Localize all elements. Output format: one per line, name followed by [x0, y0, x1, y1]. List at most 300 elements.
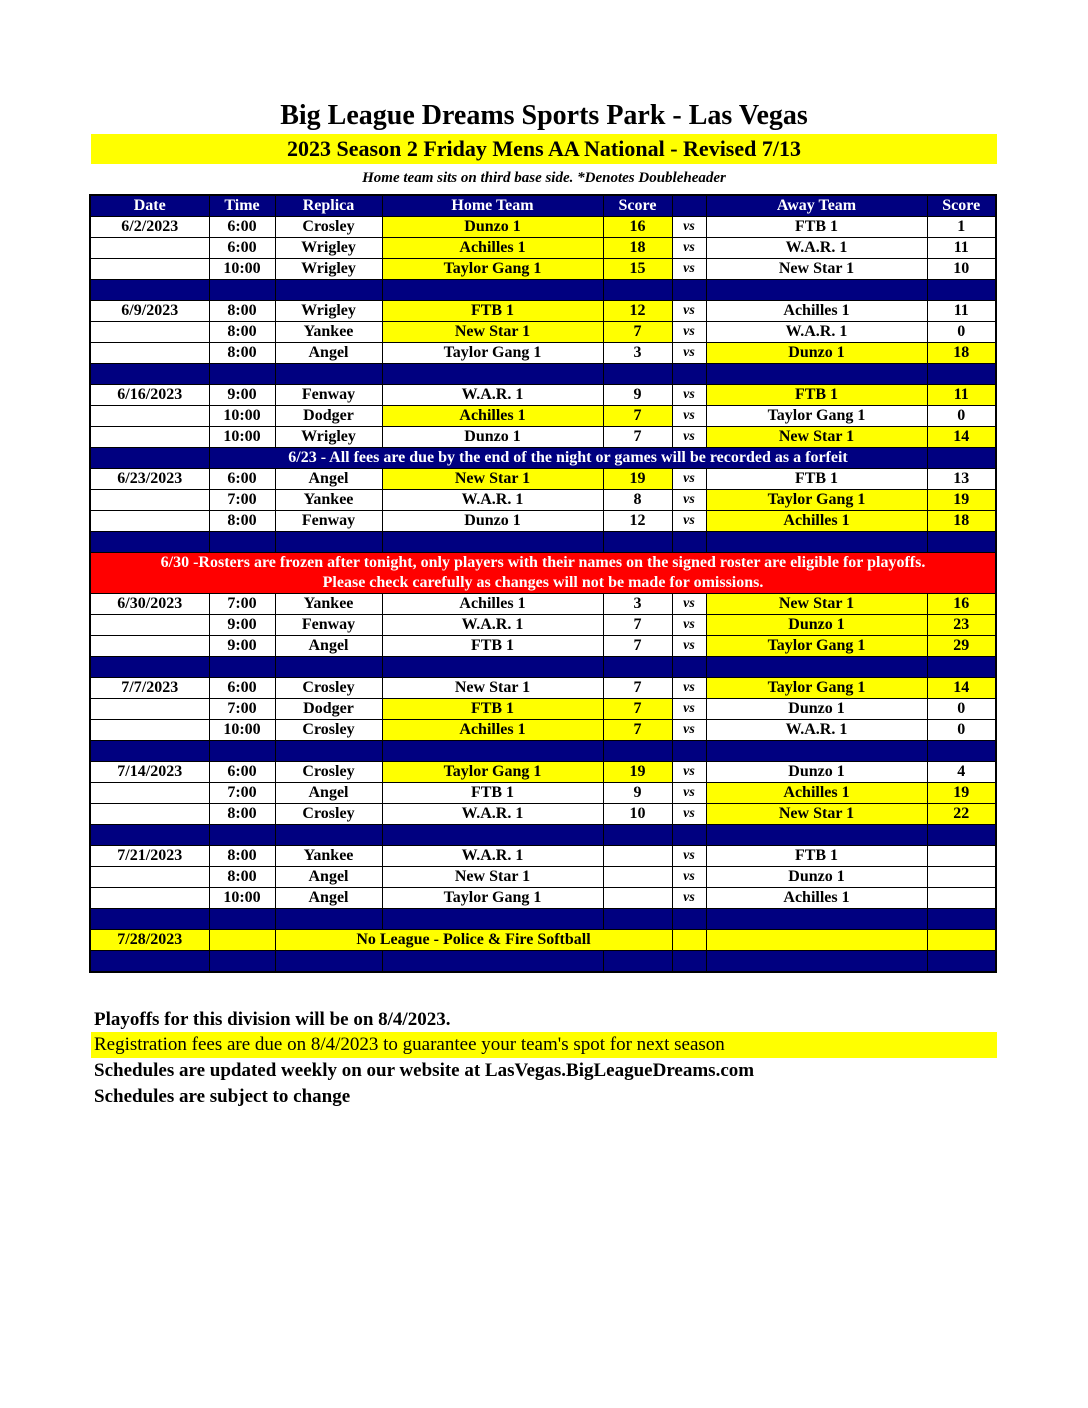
date-cell [90, 804, 209, 825]
home-team-cell: W.A.R. 1 [382, 490, 603, 511]
date-cell: 6/2/2023 [90, 217, 209, 238]
home-score-cell [603, 888, 672, 909]
home-team-cell: Dunzo 1 [382, 217, 603, 238]
away-team-cell: FTB 1 [706, 217, 927, 238]
website-note: Schedules are updated weekly on our website at LasVegas.BigLeagueDreams.com [94, 1060, 755, 1081]
vs-cell: vs [672, 594, 706, 615]
vs-cell: vs [672, 469, 706, 490]
schedule-table [89, 194, 997, 973]
home-team-cell: FTB 1 [382, 301, 603, 322]
date-cell: 6/9/2023 [90, 301, 209, 322]
spacer-row [90, 951, 996, 973]
roster-alert-row [90, 553, 996, 594]
away-team-cell [706, 930, 927, 951]
home-team-cell: Dunzo 1 [382, 511, 603, 532]
spacer-cell [672, 657, 706, 678]
away-score-cell: 1 [927, 217, 996, 238]
date-cell: 7/21/2023 [90, 846, 209, 867]
home-score-cell: 7 [603, 406, 672, 427]
date-cell [90, 699, 209, 720]
away-score-cell: 23 [927, 615, 996, 636]
time-cell: 10:00 [209, 259, 275, 280]
spacer-cell [275, 951, 382, 973]
home-team-cell: W.A.R. 1 [382, 804, 603, 825]
away-score-cell: 4 [927, 762, 996, 783]
field-cell: Dodger [275, 699, 382, 720]
column-header [672, 195, 706, 217]
game-row [90, 699, 996, 720]
game-row [90, 427, 996, 448]
time-cell: 10:00 [209, 406, 275, 427]
spacer-cell [927, 657, 996, 678]
game-row [90, 867, 996, 888]
spacer-cell [706, 909, 927, 930]
vs-cell: vs [672, 699, 706, 720]
spacer-cell [209, 825, 275, 846]
field-cell: Fenway [275, 511, 382, 532]
home-team-cell: W.A.R. 1 [382, 385, 603, 406]
vs-cell: vs [672, 238, 706, 259]
home-score-cell: 9 [603, 385, 672, 406]
spacer-cell [382, 825, 603, 846]
spacer-cell [672, 364, 706, 385]
game-row [90, 888, 996, 909]
spacer-row [90, 532, 996, 553]
vs-cell: vs [672, 636, 706, 657]
vs-cell: vs [672, 783, 706, 804]
away-score-cell: 22 [927, 804, 996, 825]
time-cell: 7:00 [209, 699, 275, 720]
spacer-cell [672, 909, 706, 930]
away-score-cell: 14 [927, 678, 996, 699]
home-team-cell: New Star 1 [382, 867, 603, 888]
field-cell: Crosley [275, 217, 382, 238]
spacer-cell [90, 448, 209, 469]
vs-cell: vs [672, 804, 706, 825]
field-cell: Wrigley [275, 259, 382, 280]
game-row [90, 322, 996, 343]
time-cell: 7:00 [209, 783, 275, 804]
spacer-cell [927, 909, 996, 930]
date-cell [90, 867, 209, 888]
date-cell: 7/14/2023 [90, 762, 209, 783]
game-row [90, 615, 996, 636]
spacer-cell [927, 448, 996, 469]
notice-text: 6/23 - All fees are due by the end of the night or games will be recorded as a forfeit [209, 448, 927, 469]
home-team-cell: FTB 1 [382, 783, 603, 804]
page-subtitle: 2023 Season 2 Friday Mens AA National - Revised 7/13 [91, 134, 997, 164]
date-cell [90, 259, 209, 280]
away-team-cell: Dunzo 1 [706, 343, 927, 364]
date-cell: 6/30/2023 [90, 594, 209, 615]
date-cell [90, 490, 209, 511]
spacer-cell [927, 532, 996, 553]
game-row [90, 804, 996, 825]
spacer-cell [706, 825, 927, 846]
registration-note: Registration fees are due on 8/4/2023 to guarantee your team's spot for next season [91, 1032, 997, 1058]
spacer-cell [209, 364, 275, 385]
home-score-cell: 16 [603, 217, 672, 238]
spacer-cell [90, 951, 209, 973]
vs-cell: vs [672, 490, 706, 511]
time-cell [209, 930, 275, 951]
spacer-cell [706, 951, 927, 973]
playoffs-note: Playoffs for this division will be on 8/4/2023. [94, 1009, 451, 1030]
away-score-cell: 11 [927, 238, 996, 259]
spacer-cell [382, 951, 603, 973]
spacer-cell [275, 909, 382, 930]
home-team-cell: W.A.R. 1 [382, 615, 603, 636]
home-team-cell: New Star 1 [382, 678, 603, 699]
time-cell: 8:00 [209, 322, 275, 343]
time-cell: 8:00 [209, 343, 275, 364]
spacer-cell [382, 532, 603, 553]
spacer-cell [603, 280, 672, 301]
vs-cell: vs [672, 678, 706, 699]
spacer-cell [603, 909, 672, 930]
header-row [90, 195, 996, 217]
field-cell: Angel [275, 888, 382, 909]
vs-cell: vs [672, 406, 706, 427]
field-cell: Yankee [275, 322, 382, 343]
spacer-cell [706, 532, 927, 553]
away-team-cell: Achilles 1 [706, 888, 927, 909]
column-header: Replica [275, 195, 382, 217]
spacer-cell [382, 364, 603, 385]
vs-cell: vs [672, 343, 706, 364]
field-cell: Angel [275, 867, 382, 888]
spacer-cell [90, 741, 209, 762]
away-team-cell: Dunzo 1 [706, 867, 927, 888]
home-team-cell: FTB 1 [382, 699, 603, 720]
vs-cell: vs [672, 762, 706, 783]
spacer-cell [706, 741, 927, 762]
home-score-cell: 10 [603, 804, 672, 825]
away-team-cell: Dunzo 1 [706, 762, 927, 783]
spacer-cell [706, 280, 927, 301]
spacer-cell [672, 532, 706, 553]
date-cell [90, 238, 209, 259]
home-team-cell: Achilles 1 [382, 594, 603, 615]
alert-text: 6/30 -Rosters are frozen after tonight, only players with their names on the signed roster are eligible for playoffs. [160, 554, 926, 571]
spacer-cell [90, 364, 209, 385]
home-score-cell: 9 [603, 783, 672, 804]
spacer-row [90, 825, 996, 846]
home-score-cell: 19 [603, 469, 672, 490]
home-team-cell: Taylor Gang 1 [382, 343, 603, 364]
away-team-cell: Taylor Gang 1 [706, 678, 927, 699]
column-header: Score [603, 195, 672, 217]
field-cell: Crosley [275, 678, 382, 699]
spacer-row [90, 280, 996, 301]
away-score-cell: 19 [927, 490, 996, 511]
date-cell: 7/7/2023 [90, 678, 209, 699]
away-score-cell: 0 [927, 699, 996, 720]
home-team-cell: Taylor Gang 1 [382, 259, 603, 280]
column-header: Date [90, 195, 209, 217]
spacer-cell [275, 657, 382, 678]
time-cell: 8:00 [209, 511, 275, 532]
home-score-cell: 7 [603, 427, 672, 448]
home-team-cell: FTB 1 [382, 636, 603, 657]
field-cell: Yankee [275, 846, 382, 867]
home-team-cell: New Star 1 [382, 322, 603, 343]
home-score-cell [603, 846, 672, 867]
alert-text-2: Please check carefully as changes will not be made for omissions. [322, 574, 764, 591]
time-cell: 9:00 [209, 636, 275, 657]
away-score-cell: 10 [927, 259, 996, 280]
away-score-cell: 0 [927, 322, 996, 343]
spacer-cell [275, 825, 382, 846]
time-cell: 10:00 [209, 888, 275, 909]
away-team-cell: W.A.R. 1 [706, 322, 927, 343]
away-score-cell [927, 930, 996, 951]
spacer-cell [603, 741, 672, 762]
field-cell: Yankee [275, 594, 382, 615]
spacer-cell [209, 909, 275, 930]
away-team-cell: FTB 1 [706, 385, 927, 406]
away-score-cell: 19 [927, 783, 996, 804]
date-cell [90, 406, 209, 427]
page-title: Big League Dreams Sports Park - Las Vegas [280, 100, 808, 131]
date-cell: 6/23/2023 [90, 469, 209, 490]
spacer-cell [90, 909, 209, 930]
field-cell: Angel [275, 343, 382, 364]
game-row [90, 238, 996, 259]
time-cell: 8:00 [209, 867, 275, 888]
alert-cell [90, 553, 996, 594]
spacer-cell [209, 532, 275, 553]
no-league-text: No League - Police & Fire Softball [275, 930, 672, 951]
spacer-cell [603, 951, 672, 973]
field-cell: Crosley [275, 804, 382, 825]
away-team-cell: Taylor Gang 1 [706, 406, 927, 427]
spacer-row [90, 364, 996, 385]
home-score-cell: 18 [603, 238, 672, 259]
spacer-cell [209, 741, 275, 762]
spacer-cell [927, 951, 996, 973]
fee-notice-row [90, 448, 996, 469]
home-team-cell: Dunzo 1 [382, 427, 603, 448]
home-score-cell [603, 867, 672, 888]
game-row [90, 511, 996, 532]
time-cell: 6:00 [209, 238, 275, 259]
vs-cell: vs [672, 846, 706, 867]
field-cell: Crosley [275, 720, 382, 741]
spacer-cell [603, 657, 672, 678]
spacer-cell [603, 825, 672, 846]
home-team-cell: Achilles 1 [382, 238, 603, 259]
home-team-cell: Taylor Gang 1 [382, 762, 603, 783]
home-score-cell: 7 [603, 322, 672, 343]
spacer-cell [927, 280, 996, 301]
date-cell [90, 720, 209, 741]
away-score-cell: 11 [927, 301, 996, 322]
away-team-cell: W.A.R. 1 [706, 238, 927, 259]
date-cell [90, 511, 209, 532]
column-header: Home Team [382, 195, 603, 217]
change-note: Schedules are subject to change [94, 1086, 351, 1107]
game-row [90, 490, 996, 511]
spacer-cell [672, 951, 706, 973]
date-cell: 7/28/2023 [90, 930, 209, 951]
home-score-cell: 7 [603, 720, 672, 741]
column-header: Time [209, 195, 275, 217]
home-score-cell: 12 [603, 511, 672, 532]
spacer-cell [275, 741, 382, 762]
spacer-row [90, 741, 996, 762]
away-team-cell: New Star 1 [706, 427, 927, 448]
field-cell: Angel [275, 469, 382, 490]
time-cell: 10:00 [209, 427, 275, 448]
vs-cell: vs [672, 259, 706, 280]
game-row [90, 259, 996, 280]
time-cell: 6:00 [209, 762, 275, 783]
spacer-cell [275, 532, 382, 553]
away-team-cell: Achilles 1 [706, 301, 927, 322]
home-score-cell: 12 [603, 301, 672, 322]
spacer-cell [603, 364, 672, 385]
time-cell: 6:00 [209, 469, 275, 490]
spacer-cell [209, 657, 275, 678]
away-team-cell: Dunzo 1 [706, 615, 927, 636]
spacer-cell [927, 364, 996, 385]
spacer-cell [90, 825, 209, 846]
field-cell: Crosley [275, 762, 382, 783]
spacer-cell [90, 657, 209, 678]
away-score-cell [927, 888, 996, 909]
spacer-cell [275, 280, 382, 301]
spacer-cell [90, 532, 209, 553]
home-score-cell: 7 [603, 615, 672, 636]
away-team-cell: Dunzo 1 [706, 699, 927, 720]
vs-cell: vs [672, 615, 706, 636]
date-cell [90, 615, 209, 636]
spacer-cell [672, 741, 706, 762]
home-score-cell: 7 [603, 699, 672, 720]
away-team-cell: FTB 1 [706, 846, 927, 867]
home-team-cell: Achilles 1 [382, 720, 603, 741]
game-row [90, 385, 996, 406]
game-row [90, 678, 996, 699]
game-row [90, 301, 996, 322]
date-cell [90, 783, 209, 804]
date-cell [90, 636, 209, 657]
away-team-cell: Taylor Gang 1 [706, 490, 927, 511]
spacer-cell [382, 741, 603, 762]
spacer-cell [672, 280, 706, 301]
vs-cell: vs [672, 217, 706, 238]
vs-cell: vs [672, 867, 706, 888]
vs-cell [672, 930, 706, 951]
away-score-cell: 14 [927, 427, 996, 448]
game-row [90, 636, 996, 657]
field-cell: Fenway [275, 615, 382, 636]
spacer-cell [209, 951, 275, 973]
away-score-cell: 29 [927, 636, 996, 657]
field-cell: Angel [275, 636, 382, 657]
vs-cell: vs [672, 301, 706, 322]
game-row [90, 762, 996, 783]
away-score-cell: 18 [927, 511, 996, 532]
date-cell [90, 427, 209, 448]
away-team-cell: New Star 1 [706, 804, 927, 825]
spacer-row [90, 657, 996, 678]
home-team-note: Home team sits on third base side. *Denotes Doubleheader [362, 170, 726, 186]
game-row [90, 783, 996, 804]
spacer-cell [706, 364, 927, 385]
away-score-cell: 11 [927, 385, 996, 406]
away-score-cell: 0 [927, 720, 996, 741]
home-team-cell: Taylor Gang 1 [382, 888, 603, 909]
spacer-cell [275, 364, 382, 385]
spacer-cell [706, 657, 927, 678]
column-header: Score [927, 195, 996, 217]
time-cell: 6:00 [209, 678, 275, 699]
home-team-cell: Achilles 1 [382, 406, 603, 427]
spacer-cell [382, 280, 603, 301]
time-cell: 7:00 [209, 490, 275, 511]
vs-cell: vs [672, 427, 706, 448]
field-cell: Yankee [275, 490, 382, 511]
home-score-cell: 8 [603, 490, 672, 511]
time-cell: 10:00 [209, 720, 275, 741]
away-score-cell: 13 [927, 469, 996, 490]
time-cell: 8:00 [209, 846, 275, 867]
home-score-cell: 7 [603, 636, 672, 657]
away-team-cell: Achilles 1 [706, 511, 927, 532]
spacer-cell [209, 280, 275, 301]
away-team-cell: New Star 1 [706, 594, 927, 615]
field-cell: Wrigley [275, 301, 382, 322]
spacer-row [90, 909, 996, 930]
field-cell: Angel [275, 783, 382, 804]
game-row [90, 343, 996, 364]
home-score-cell: 19 [603, 762, 672, 783]
spacer-cell [382, 657, 603, 678]
field-cell: Wrigley [275, 238, 382, 259]
date-cell: 6/16/2023 [90, 385, 209, 406]
game-row [90, 846, 996, 867]
time-cell: 9:00 [209, 385, 275, 406]
away-team-cell: Taylor Gang 1 [706, 636, 927, 657]
game-row [90, 217, 996, 238]
time-cell: 8:00 [209, 301, 275, 322]
field-cell: Wrigley [275, 427, 382, 448]
vs-cell: vs [672, 720, 706, 741]
column-header: Away Team [706, 195, 927, 217]
spacer-cell [927, 741, 996, 762]
date-cell [90, 322, 209, 343]
field-cell: Dodger [275, 406, 382, 427]
no-league-row [90, 930, 996, 951]
home-score-cell: 3 [603, 594, 672, 615]
away-team-cell: W.A.R. 1 [706, 720, 927, 741]
home-score-cell: 7 [603, 678, 672, 699]
time-cell: 7:00 [209, 594, 275, 615]
spacer-cell [927, 825, 996, 846]
home-team-cell: W.A.R. 1 [382, 846, 603, 867]
away-score-cell: 16 [927, 594, 996, 615]
game-row [90, 720, 996, 741]
spacer-cell [672, 825, 706, 846]
away-score-cell: 0 [927, 406, 996, 427]
time-cell: 6:00 [209, 217, 275, 238]
game-row [90, 469, 996, 490]
home-score-cell: 15 [603, 259, 672, 280]
vs-cell: vs [672, 888, 706, 909]
away-team-cell: Achilles 1 [706, 783, 927, 804]
